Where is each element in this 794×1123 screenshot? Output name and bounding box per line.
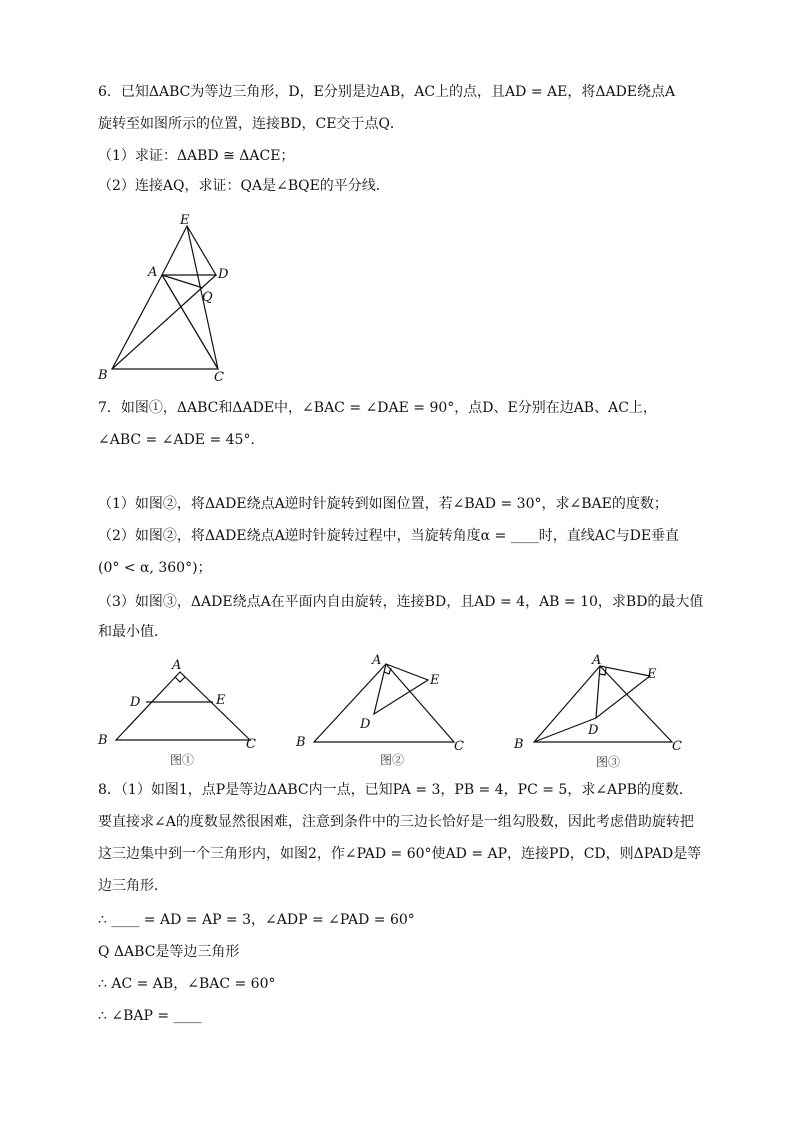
label-e: E bbox=[430, 673, 440, 688]
label-d: D bbox=[360, 717, 371, 732]
q7-part-3b: 和最小值． bbox=[98, 624, 168, 640]
q8-line-1: 8．（1）如图1，点P是等边ΔABC内一点，已知PA = 3，PB = 4，PC = 5，求∠APB的度数． bbox=[98, 782, 693, 798]
label-d: D bbox=[588, 723, 599, 738]
caption: 图② bbox=[380, 753, 405, 767]
q7-part-2a: （2）如图②，将ΔADE绕点A逆时针旋转过程中，当旋转角度α = ____时，直线AC与DE垂直 bbox=[98, 528, 680, 544]
q6-part-2: （2）连接AQ，求证：QA是∠BQE的平分线． bbox=[98, 178, 390, 194]
label-c: C bbox=[214, 370, 224, 384]
label-e: E bbox=[180, 213, 190, 228]
label-q: Q bbox=[202, 290, 213, 305]
q7-part-2b: (0° < α, 360°)； bbox=[98, 560, 212, 576]
q8-line-4: 边三角形． bbox=[98, 878, 168, 894]
label-c: C bbox=[672, 739, 682, 754]
label-a: A bbox=[172, 658, 182, 673]
q7-line-2: ∠ABC = ∠ADE = 45°． bbox=[98, 432, 265, 448]
label-d: D bbox=[130, 695, 141, 710]
q7-figure-2 bbox=[290, 648, 480, 772]
q6-figure bbox=[90, 208, 240, 384]
q8-line-2: 要直接求∠A的度数显然很困难，注意到条件中的三边长恰好是一组勾股数，因此考虑借助旋转把 bbox=[98, 814, 694, 830]
label-a: A bbox=[372, 653, 382, 668]
label-e: E bbox=[216, 693, 226, 708]
q6-part-1: （1）求证：ΔABD ≅ ΔACE； bbox=[98, 148, 295, 164]
q8-step-2: Q ΔABC是等边三角形 bbox=[98, 944, 240, 960]
label-b: B bbox=[98, 733, 108, 748]
label-b: B bbox=[98, 368, 108, 383]
label-a: A bbox=[592, 653, 602, 668]
caption: 图① bbox=[170, 753, 195, 767]
label-d: D bbox=[218, 267, 229, 282]
triangle-ade bbox=[374, 664, 428, 714]
caption: 图③ bbox=[596, 755, 621, 769]
label-b: B bbox=[514, 737, 524, 752]
q8-step-1: ∴ ____ = AD = AP = 3，∠ADP = ∠PAD = 60° bbox=[98, 912, 415, 928]
q7-line-1: 7．如图①，ΔABC和ΔADE中，∠BAC = ∠DAE = 90°，点D、E分别在边AB、AC上， bbox=[98, 400, 657, 416]
q8-line-3: 这三边集中到一个三角形内，如图2，作∠PAD = 60°使AD = AP，连接PD，CD，则ΔPAD是等 bbox=[98, 846, 702, 862]
right-angle-mark bbox=[175, 677, 185, 682]
q8-step-3: ∴ AC = AB，∠BAC = 60° bbox=[98, 976, 276, 992]
q7-figure-3 bbox=[510, 648, 700, 772]
label-c: C bbox=[454, 739, 464, 754]
segment-bd bbox=[534, 718, 596, 742]
q7-part-1: （1）如图②，将ΔADE绕点A逆时针旋转到如图位置，若∠BAD = 30°，求∠BAE的度数； bbox=[98, 496, 668, 512]
q7-figure-1 bbox=[90, 652, 280, 772]
label-e: E bbox=[647, 667, 657, 682]
q6-line-2: 旋转至如图所示的位置，连接BD，CE交于点Q． bbox=[98, 116, 404, 132]
q6-line-1: 6．已知ΔABC为等边三角形，D，E分别是边AB，AC上的点，且AD = AE，将ΔADE绕点A bbox=[98, 84, 676, 100]
label-c: C bbox=[246, 737, 256, 752]
q7-part-3a: （3）如图③，ΔADE绕点A在平面内自由旋转，连接BD，且AD = 4，AB = 10，求BD的最大值 bbox=[98, 594, 704, 610]
q8-step-4: ∴ ∠BAP = ____ bbox=[98, 1008, 202, 1024]
label-a: A bbox=[148, 265, 158, 280]
label-b: B bbox=[296, 735, 306, 750]
